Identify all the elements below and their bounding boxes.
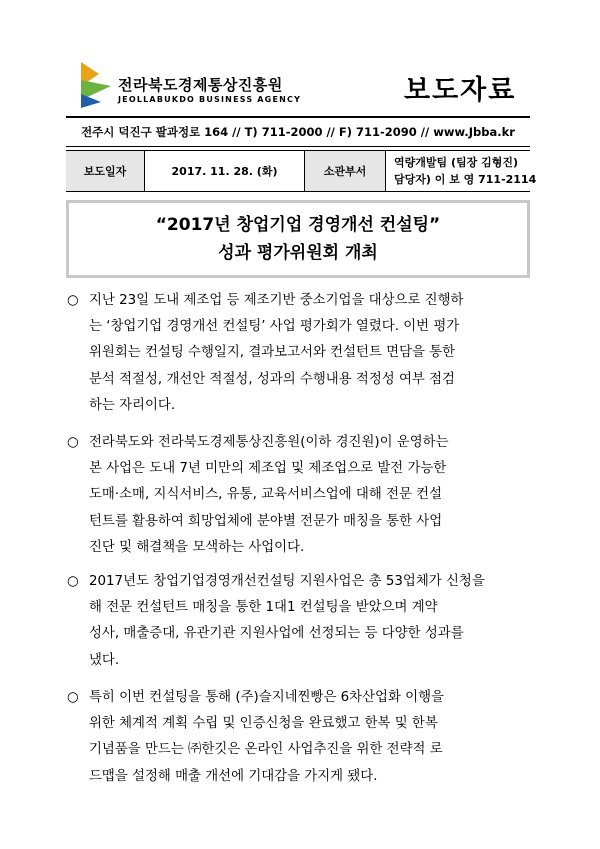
dept-contact: 담당자) 이 보 영 711-2114	[394, 173, 537, 186]
dept-team: 역량개발팀 (팀장 김형진)	[394, 156, 518, 169]
paragraph-line: 분석 적절성, 개선안 적절성, 성과의 수행내용 적정성 여부 점검	[89, 371, 455, 387]
dept-label: 소관부서	[305, 151, 386, 191]
paragraph-line: 위원회는 컨설팅 수행일지, 결과보고서와 컨설턴트 면담을 통한	[89, 345, 456, 361]
date-value: 2017. 11. 28. (화)	[145, 151, 305, 191]
paragraph-1	[67, 288, 537, 419]
paragraph-line: 지난 23일 도내 제조업 등 제조기반 중소기업을 대상으로 진행하	[89, 293, 464, 308]
paragraph-line: 위한 체계적 계획 수립 및 인증신청을 완료했고 한복 및 한복	[89, 716, 438, 732]
paragraph-line: 기념품을 만드는 ㈜한깃은 온라인 사업추진을 위한 전략적 로	[89, 742, 443, 758]
headline-box	[66, 200, 530, 278]
paragraph-line: 하는 자리이다.	[89, 397, 176, 413]
paragraph-line: 도매·소매, 지식서비스, 유통, 교육서비스업에 대해 전문 컨설	[89, 487, 443, 503]
paragraph-4	[67, 685, 537, 790]
bullet-circle: ○	[67, 690, 79, 705]
headline-line-1: “2017년 창업기업 경영개선 컨설팅”	[155, 215, 441, 235]
paragraph-line: 진단 및 해결책을 모색하는 사업이다.	[89, 539, 305, 555]
paragraph-2	[67, 430, 537, 561]
paragraph-line: 전라북도와 전라북도경제통상진흥원(이하 경진원)이 운영하는	[89, 435, 449, 450]
org-name-korean: 전라북도경제통상진흥원	[118, 76, 283, 94]
paragraph-line: 는 ‘창업기업 경영개선 컨설팅’ 사업 평가회가 열렸다. 이번 평가	[89, 319, 460, 335]
paragraph-line: 냈다.	[89, 652, 120, 668]
bullet-circle: ○	[67, 574, 79, 589]
info-table	[66, 150, 537, 192]
bullet-circle: ○	[67, 293, 79, 308]
paragraph-line: 해 전문 컨설턴트 매칭을 통한 1대1 컨설팅을 받았으며 계약	[89, 600, 438, 616]
org-name-english: JEOLLABUKDO BUSINESS AGENCY	[118, 95, 302, 104]
bullet-circle: ○	[67, 435, 79, 450]
paragraph-3	[67, 569, 537, 674]
paragraph-line: 드맵을 설정해 매출 개선에 기대감을 가지게 됐다.	[89, 768, 378, 784]
paragraph-line: 본 사업은 도내 7년 미만의 제조업 및 제조업으로 발전 가능한	[89, 461, 447, 477]
date-label: 보도일자	[66, 151, 145, 191]
dept-value	[386, 151, 537, 191]
paragraph-line: 턴트를 활용하여 희망업체에 분야별 전문가 매칭을 통한 사업	[89, 513, 443, 529]
contact-bar: 전주시 덕진구 팔과정로 164 // T) 711-2000 // F) 711-2090 // www.Jbba.kr	[66, 116, 530, 147]
paragraph-line: 성사, 매출증대, 유관기관 지원사업에 선정되는 등 다양한 성과를	[89, 626, 464, 642]
headline-line-2: 성과 평가위원회 개최	[218, 243, 378, 263]
document-type-title: 보도자료	[404, 75, 517, 106]
agency-logo-icon	[79, 60, 113, 110]
paragraph-line: 특히 이번 컨설팅을 통해 (주)슬지네찐빵은 6차산업화 이행을	[89, 690, 444, 705]
paragraph-line: 2017년도 창업기업경영개선컨설팅 지원사업은 총 53업체가 신청을	[89, 574, 485, 589]
